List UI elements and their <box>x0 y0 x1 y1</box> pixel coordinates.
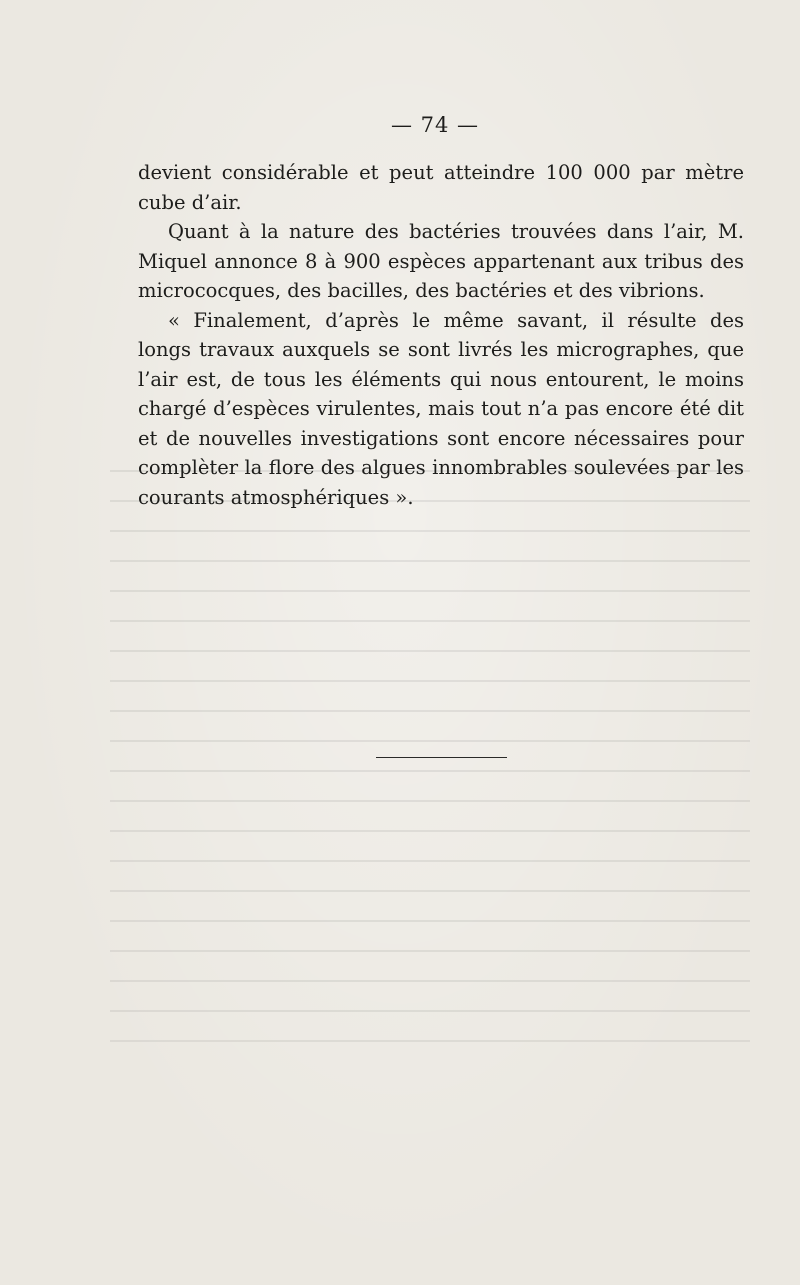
body-text <box>138 158 744 512</box>
section-divider <box>376 757 507 758</box>
show-through-text <box>110 470 750 1110</box>
paragraph: « Finalement, d’après le même savant, il résulte des longs travaux auxquels se sont livrés les micrographes, que l’air est, de tous les éléments qui nous entourent, le moins chargé d’espèces virulentes, mais tout n’a pas encore été dit et de nouvelles investigations sont encore nécessaires pour complèter la flore des algues innombrables soulevées par les courants atmosphériques ». <box>138 308 744 509</box>
paragraph: Quant à la nature des bactéries trouvées dans l’air, M. Miquel annonce 8 à 900 espèces appartenant aux tribus des micrococques, des bacilles, des bactéries et des vibrions. <box>138 220 744 302</box>
paragraph: devient considérable et peut atteindre 100 000 par mètre cube d’air. <box>138 161 744 214</box>
page-number: — 74 — <box>390 113 480 137</box>
